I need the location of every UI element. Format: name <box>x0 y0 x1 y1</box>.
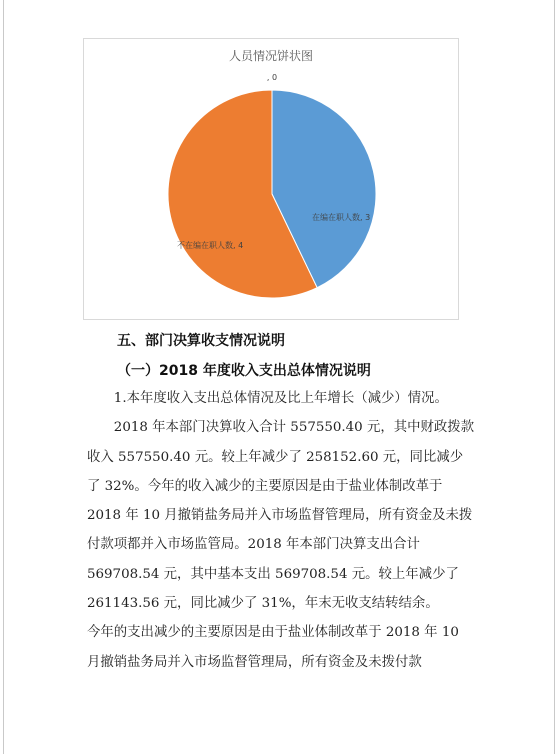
pie-slice-label: 不在编在职人数, 4 <box>177 241 244 250</box>
pie-slice-label: , 0 <box>266 73 278 82</box>
section-heading: 五、部门决算收支情况说明 <box>117 333 285 349</box>
paragraph-2: 2018 年本部门决算收入合计 557550.40 元，其中财政拨款收入 557550.40 元。较上年减少了 258152.60 元，同比减少了 32%。今年的收入减少的主要原因是由于盐业体制改革于 2018 年 10 月撤销盐务局并入市场监督管理局，所有资金及未拨付款项都并入市场监管局。2018 年本部门决算支出合计 569708.54 元，其中基本支出 569708.54 元。较上年减少了 261143.56 元，同比减少了 31%，年末无收支结转结余。 <box>87 420 475 612</box>
paragraph-1: 1.本年度收入支出总体情况及比上年增长（减少）情况。 <box>113 391 448 406</box>
paragraph-3: 今年的支出减少的主要原因是由于盐业体制改革于 2018 年 10 月撤销盐务局并入市场监督管理局，所有资金及未拨付款 <box>87 625 459 670</box>
page-left-edge <box>3 0 4 754</box>
subsection-heading: （一）2018 年度收入支出总体情况说明 <box>117 363 371 379</box>
page-right-edge <box>554 0 555 754</box>
body-text <box>87 384 475 677</box>
pie-chart-frame <box>83 38 459 320</box>
pie-slice-label: 在编在职人数, 3 <box>312 213 371 222</box>
pie-chart <box>84 39 460 321</box>
chart-title: 人员情况饼状图 <box>228 49 313 63</box>
